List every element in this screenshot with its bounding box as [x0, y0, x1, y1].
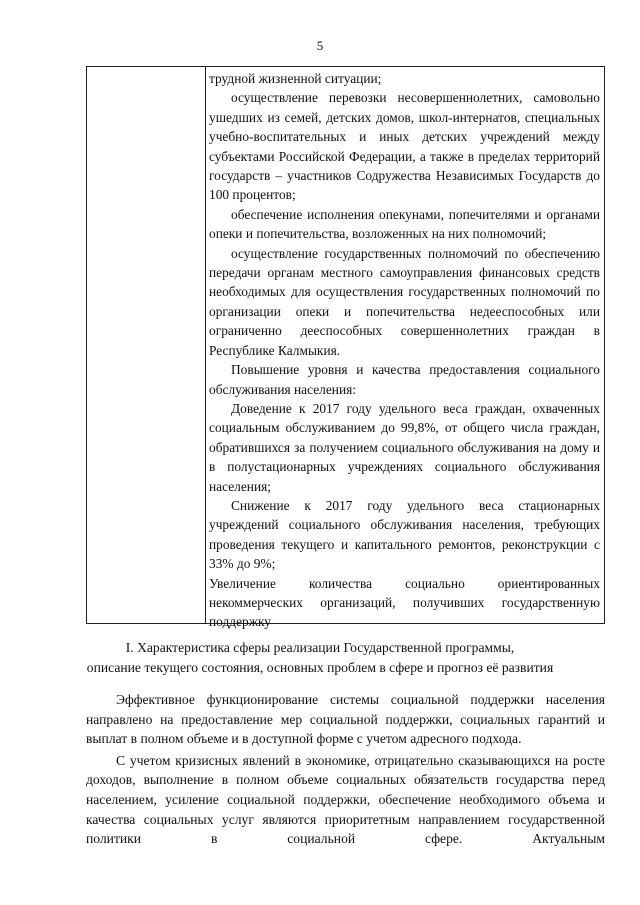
section-heading-line-2: описание текущего состояния, основных проблем в сфере и прогноз её развития — [86, 660, 554, 675]
table-cell-line: трудной жизненной ситуации; — [209, 71, 382, 86]
table-right-cell — [209, 69, 600, 632]
paragraph: С учетом кризисных явлений в экономике, отрицательно сказывающихся на росте доходов, выполнение в полном объеме социальных обязательств государства перед населением, усиление социальной поддержки, обеспечение необходимого объема и качества социальных услуг являются приоритетным направлением государственной политики в социальной сфере. Актуальным — [86, 752, 605, 847]
table-cell-item: обеспечение исполнения опекунами, попечителями и органами опеки и попечительства, возложенных на них полномочий; — [209, 206, 600, 242]
section-heading-line-1: I. Характеристика сферы реализации Государственной программы, — [125, 640, 515, 655]
program-table — [86, 66, 605, 630]
table-cell-item: Снижение к 2017 году удельного веса стационарных учреждений социального обслуживания населения, требующих проведения текущего и капитального ремонтов, реконструкции с 33% до 9%; — [209, 497, 600, 572]
page-number: 5 — [316, 38, 324, 53]
table-cell-item: Повышение уровня и качества предоставления социального обслуживания населения: — [209, 362, 600, 397]
section-heading — [40, 638, 600, 678]
table-cell-item: Увеличение количества социально ориентированных некоммерческих организаций, получивших государственную поддержку — [209, 575, 600, 630]
table-cell-item: осуществление перевозки несовершеннолетних, самовольно ушедших из семей, детских домов, школ-интернатов, специальных учебно-воспитательных и иных детских учреждений между субъектами Российской Федерации, а также в пределах территорий государств – участников Содружества Независимых Государств до 100 процентов; — [209, 90, 600, 203]
paragraph: Эффективное функционирование системы социальной поддержки населения направлено на предоставление мер социальной поддержки, социальных гарантий и выплат в полном объеме и в доступной форме с учетом адресного подхода. — [86, 692, 605, 747]
body-text — [86, 690, 605, 851]
table-column-divider — [205, 67, 206, 623]
table-cell-item: осуществление государственных полномочий по обеспечению передачи органам местного самоуправления финансовых средств необходимых для осуществления государственных полномочий по организации опеки и попечительства недееспособных или ограниченно дееспособных совершеннолетних граждан в Республике Калмыкия. — [209, 245, 600, 358]
table-cell-item: Доведение к 2017 году удельного веса граждан, охваченных социальным обслуживанием до 99,8%, от общего числа граждан, обратившихся за получением социального обслуживания на дому и в полустационарных учреждениях социального обслуживания населения; — [209, 400, 600, 494]
